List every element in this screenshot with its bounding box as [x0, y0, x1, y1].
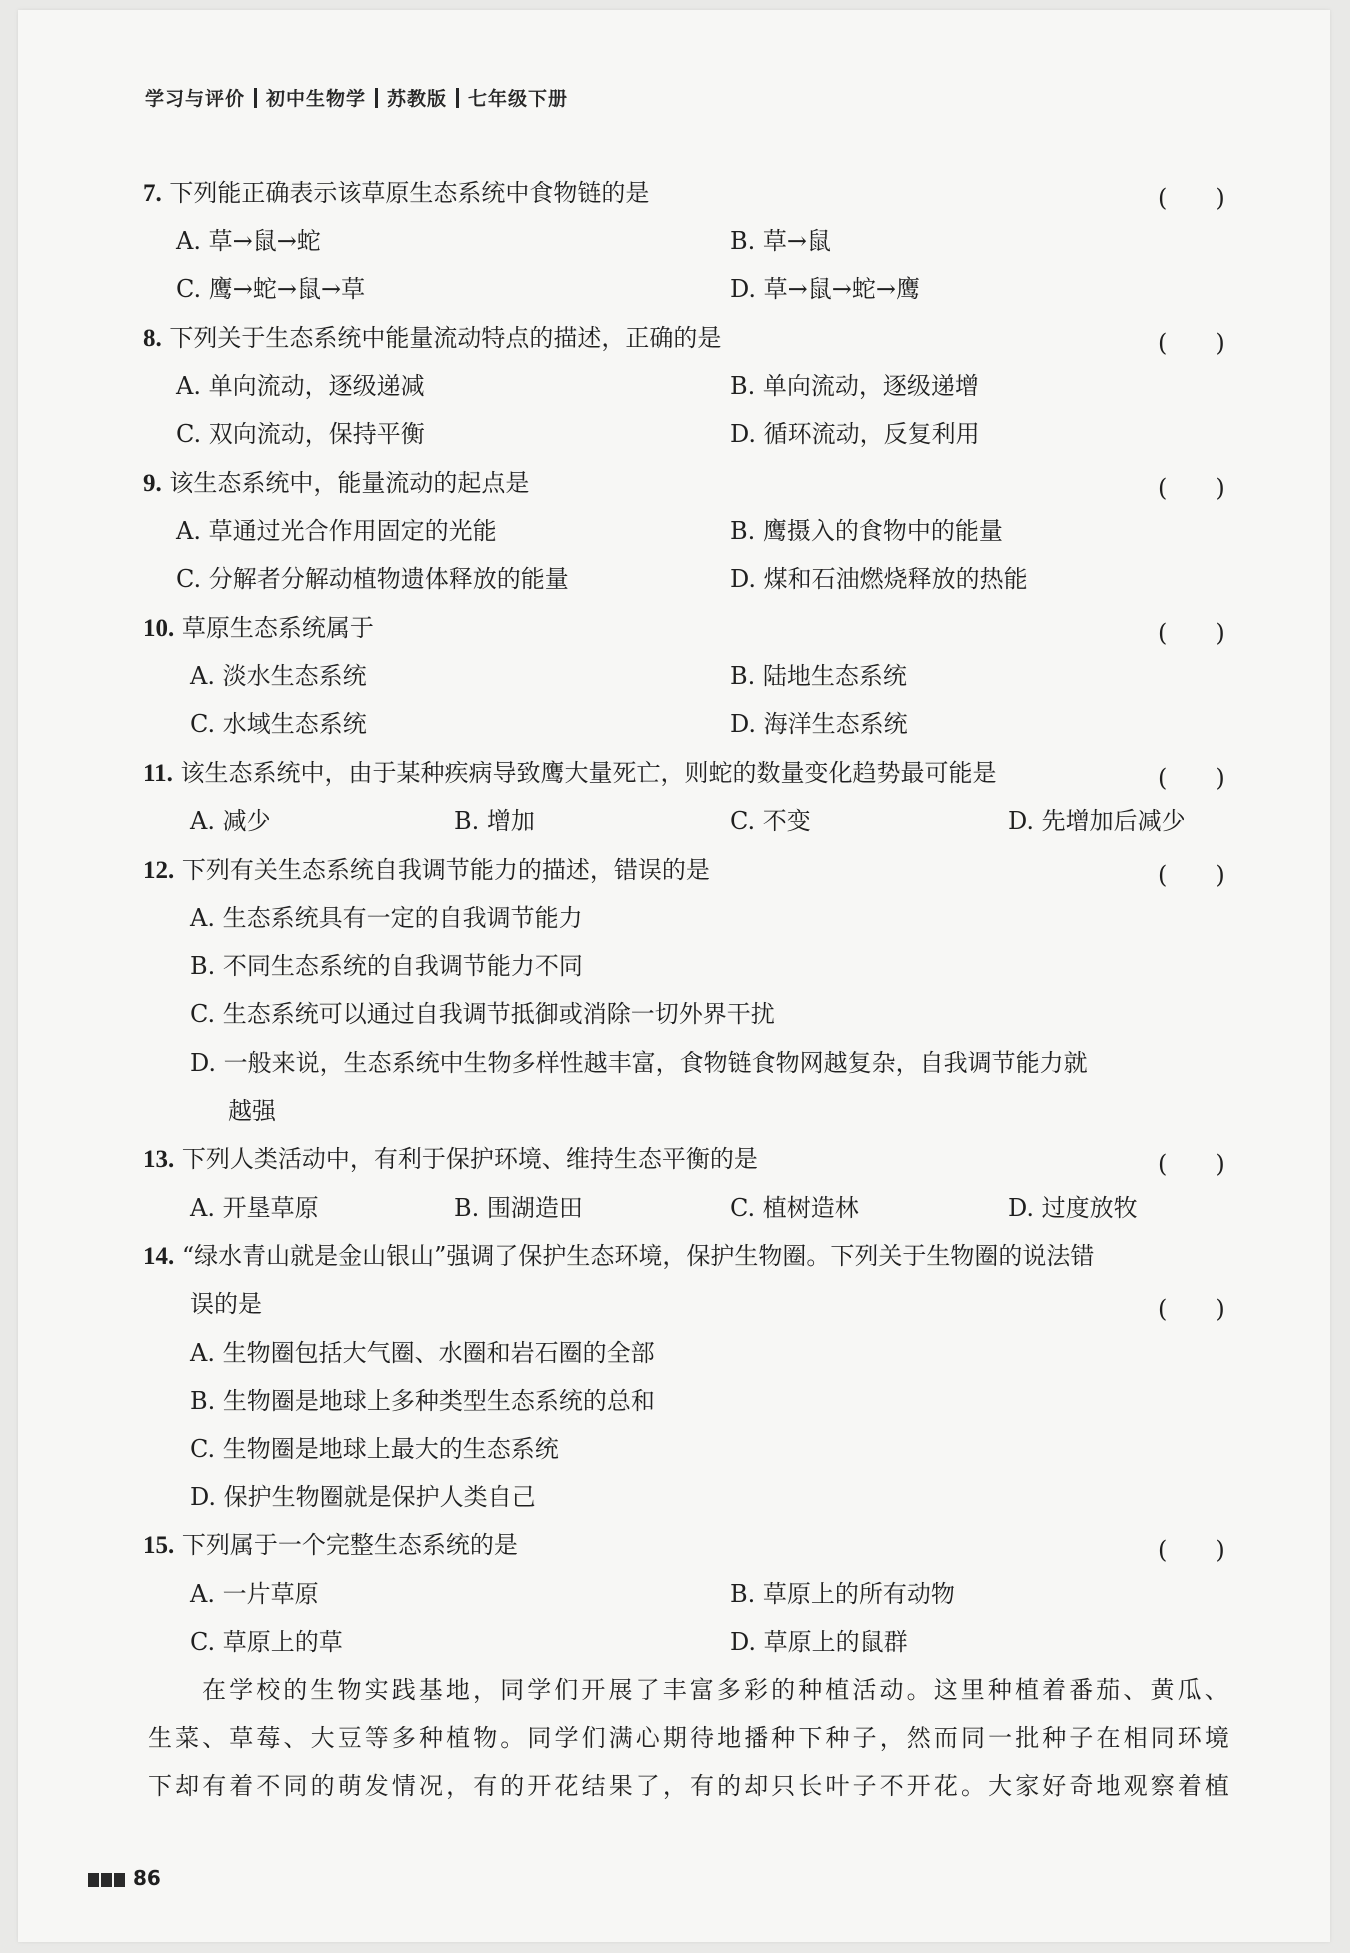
option-c: C. 植树造林 [730, 1194, 859, 1222]
question-stem: 下列关于生态系统中能量流动特点的描述，正确的是 [169, 324, 722, 352]
question-stem: 下列有关生态系统自我调节能力的描述，错误的是 [181, 856, 710, 884]
answer-blank: ( ) [1158, 1150, 1225, 1178]
question-stem: 下列属于一个完整生态系统的是 [181, 1531, 518, 1559]
question-13 [143, 1144, 758, 1175]
option-b: B. 围湖造田 [454, 1194, 583, 1222]
option-a: A. 草通过光合作用固定的光能 [176, 517, 497, 545]
option-d: D. 过度放牧 [1008, 1194, 1138, 1222]
question-stem: 下列人类活动中，有利于保护环境、维持生态平衡的是 [181, 1145, 758, 1173]
question-number: 13. [143, 1146, 175, 1173]
option-a: A. 一片草原 [190, 1580, 319, 1608]
option-a: A. 开垦草原 [190, 1194, 319, 1222]
option-d: D. 先增加后减少 [1008, 807, 1186, 835]
option-d: D. 一般来说，生态系统中生物多样性越丰富，食物链食物网越复杂，自我调节能力就 [190, 1049, 1088, 1077]
option-c: C. 双向流动，保持平衡 [176, 420, 425, 448]
option-d: D. 草原上的鼠群 [730, 1628, 908, 1656]
answer-blank: ( ) [1158, 1536, 1225, 1564]
option-c: C. 草原上的草 [190, 1628, 343, 1656]
option-b: B. 陆地生态系统 [730, 662, 907, 690]
answer-blank: ( ) [1158, 329, 1225, 357]
option-a: A. 减少 [190, 807, 271, 835]
question-12 [143, 855, 710, 886]
option-b: B. 不同生态系统的自我调节能力不同 [190, 952, 583, 980]
option-b: B. 单向流动，逐级递增 [730, 372, 979, 400]
question-stem: 该生态系统中，能量流动的起点是 [169, 469, 530, 497]
answer-blank: ( ) [1158, 474, 1225, 502]
answer-blank: ( ) [1158, 861, 1225, 889]
option-b: B. 鹰摄入的食物中的能量 [730, 517, 1003, 545]
question-stem: 该生态系统中，由于某种疾病导致鹰大量死亡，则蛇的数量变化趋势最可能是 [180, 759, 997, 787]
question-stem-continued: 误的是 [190, 1290, 262, 1318]
header-separator [375, 88, 378, 108]
option-d-continued: 越强 [228, 1097, 276, 1125]
question-number: 9. [143, 470, 162, 497]
question-14 [143, 1241, 1094, 1272]
option-d: D. 循环流动，反复利用 [730, 420, 980, 448]
passage-line-1: 在学校的生物实践基地，同学们开展了丰富多彩的种植活动。这里种植着番茄、黄瓜、 [202, 1676, 1232, 1704]
option-b: B. 草原上的所有动物 [730, 1580, 955, 1608]
question-number: 11. [143, 760, 173, 787]
option-a: A. 草→鼠→蛇 [176, 227, 321, 255]
answer-blank: ( ) [1158, 184, 1225, 212]
option-b: B. 草→鼠 [730, 227, 832, 255]
passage-line-2: 生菜、草莓、大豆等多种植物。同学们满心期待地播种下种子，然而同一批种子在相同环境 [148, 1724, 1232, 1752]
header-grade: 七年级下册 [468, 88, 569, 110]
question-7 [143, 178, 649, 209]
option-c: C. 水域生态系统 [190, 710, 367, 738]
option-c: C. 生态系统可以通过自我调节抵御或消除一切外界干扰 [190, 1000, 775, 1028]
question-10 [143, 613, 374, 644]
question-11 [143, 758, 997, 789]
option-a: A. 淡水生态系统 [190, 662, 367, 690]
header-title: 学习与评价 [145, 88, 246, 110]
answer-blank: ( ) [1158, 619, 1225, 647]
question-stem: 下列能正确表示该草原生态系统中食物链的是 [169, 179, 650, 207]
option-d: D. 海洋生态系统 [730, 710, 908, 738]
page-number: 86 [133, 1866, 161, 1890]
question-number: 12. [143, 857, 175, 884]
question-number: 7. [143, 180, 162, 207]
option-c: C. 鹰→蛇→鼠→草 [176, 275, 366, 303]
question-number: 10. [143, 615, 175, 642]
page-footer [88, 1866, 161, 1892]
header-subject: 初中生物学 [266, 88, 367, 110]
page-header [145, 84, 568, 111]
question-15 [143, 1530, 518, 1561]
header-separator [456, 88, 459, 108]
option-b: B. 生物圈是地球上多种类型生态系统的总和 [190, 1387, 655, 1415]
option-b: B. 增加 [454, 807, 535, 835]
option-d: D. 草→鼠→蛇→鹰 [730, 275, 920, 303]
question-number: 8. [143, 325, 162, 352]
question-number: 15. [143, 1532, 175, 1559]
question-8 [143, 323, 721, 354]
option-c: C. 生物圈是地球上最大的生态系统 [190, 1435, 559, 1463]
option-a: A. 生态系统具有一定的自我调节能力 [190, 904, 583, 932]
footer-bars-icon [88, 1868, 127, 1892]
answer-blank: ( ) [1158, 1295, 1225, 1323]
option-c: C. 不变 [730, 807, 811, 835]
answer-blank: ( ) [1158, 764, 1225, 792]
option-a: A. 生物圈包括大气圈、水圈和岩石圈的全部 [190, 1339, 655, 1367]
question-9 [143, 468, 529, 499]
option-d: D. 煤和石油燃烧释放的热能 [730, 565, 1028, 593]
option-d: D. 保护生物圈就是保护人类自己 [190, 1483, 536, 1511]
passage-line-3: 下却有着不同的萌发情况，有的开花结果了，有的却只长叶子不开花。大家好奇地观察着植 [148, 1772, 1232, 1800]
option-c: C. 分解者分解动植物遗体释放的能量 [176, 565, 569, 593]
question-stem: 草原生态系统属于 [181, 614, 374, 642]
option-a: A. 单向流动，逐级递减 [176, 372, 425, 400]
header-separator [254, 88, 257, 108]
question-stem: “绿水青山就是金山银山”强调了保护生态环境，保护生物圈。下列关于生物圈的说法错 [181, 1242, 1095, 1270]
question-number: 14. [143, 1243, 175, 1270]
header-edition: 苏教版 [387, 88, 448, 110]
